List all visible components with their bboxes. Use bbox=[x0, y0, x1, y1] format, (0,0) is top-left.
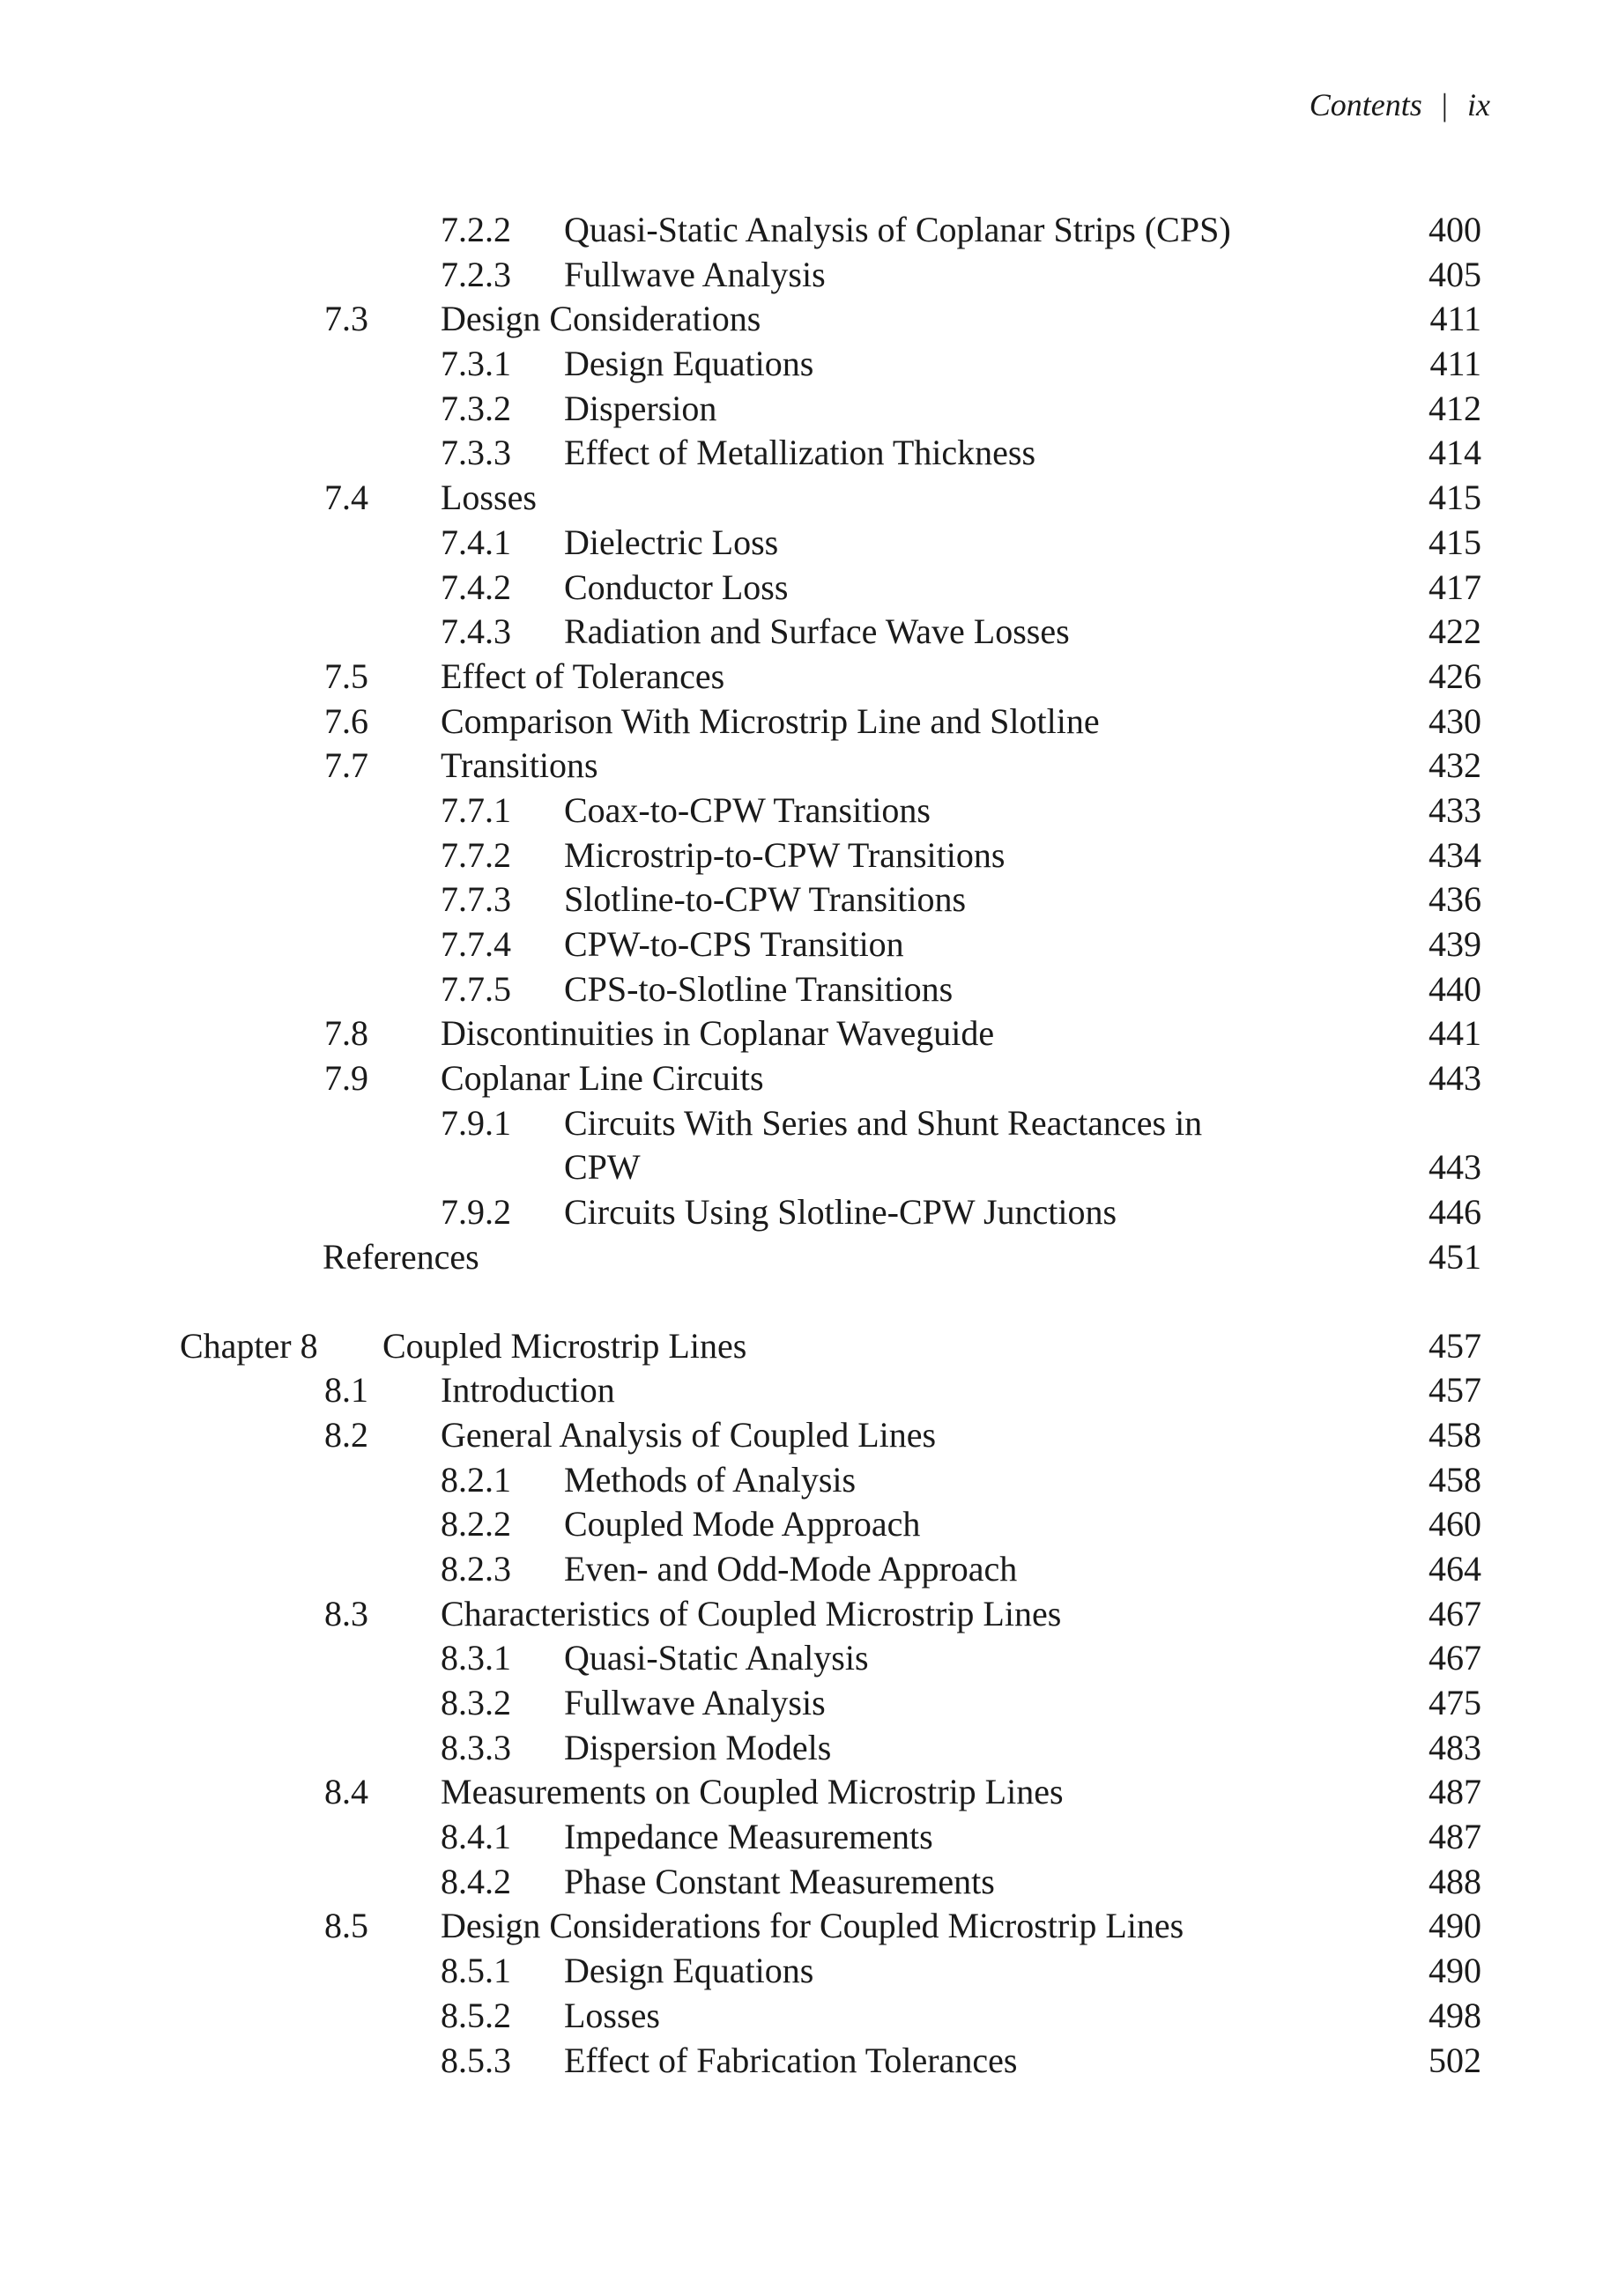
toc-entry-title: Slotline-to-CPW Transitions bbox=[564, 879, 967, 920]
toc-entry-number: 8.2.3 bbox=[441, 1548, 511, 1589]
toc-entry-number: 7.7.4 bbox=[441, 924, 511, 964]
toc-entry-page: 443 bbox=[1429, 1058, 1481, 1099]
table-of-contents bbox=[0, 208, 1603, 2083]
toc-entry-title: CPW bbox=[564, 1147, 641, 1188]
toc-entry-title: Introduction bbox=[441, 1370, 615, 1411]
header-separator: | bbox=[1441, 87, 1449, 122]
toc-entry bbox=[0, 700, 1603, 744]
toc-entry-page: 457 bbox=[1429, 1370, 1481, 1411]
toc-entry-number: Chapter 8 bbox=[180, 1325, 318, 1366]
toc-entry bbox=[0, 878, 1603, 922]
toc-entry-page: 464 bbox=[1429, 1548, 1481, 1589]
toc-entry-title: Dispersion bbox=[564, 388, 717, 428]
toc-entry-page: 487 bbox=[1429, 1772, 1481, 1812]
toc-entry-page: 417 bbox=[1429, 567, 1481, 607]
toc-entry-number: 7.6 bbox=[324, 700, 368, 741]
toc-entry bbox=[0, 253, 1603, 298]
toc-entry-page: 451 bbox=[1429, 1236, 1481, 1277]
toc-entry-title: Coax-to-CPW Transitions bbox=[564, 789, 931, 830]
toc-entry-page: 443 bbox=[1429, 1147, 1481, 1188]
toc-entry-page: 467 bbox=[1429, 1638, 1481, 1678]
toc-entry-page: 426 bbox=[1429, 655, 1481, 696]
toc-entry-title: Even- and Odd-Mode Approach bbox=[564, 1548, 1018, 1589]
toc-entry bbox=[0, 1190, 1603, 1235]
toc-entry-title: Design Equations bbox=[564, 344, 814, 384]
toc-entry bbox=[0, 1458, 1603, 1503]
toc-entry-title: Coupled Mode Approach bbox=[564, 1504, 921, 1544]
toc-entry-page: 430 bbox=[1429, 700, 1481, 741]
toc-entry bbox=[0, 208, 1603, 253]
toc-entry bbox=[0, 1726, 1603, 1771]
toc-entry-page: 446 bbox=[1429, 1192, 1481, 1233]
toc-entry-title: Discontinuities in Coplanar Waveguide bbox=[441, 1013, 995, 1054]
toc-entry-title: Methods of Analysis bbox=[564, 1459, 857, 1500]
toc-entry bbox=[0, 2039, 1603, 2084]
toc-entry bbox=[0, 1413, 1603, 1458]
toc-entry-title: Effect of Fabrication Tolerances bbox=[564, 2040, 1018, 2080]
toc-entry-title: Design Equations bbox=[564, 1951, 814, 1991]
toc-entry-number: 7.4.1 bbox=[441, 522, 511, 562]
toc-references-entry bbox=[0, 1235, 1603, 1280]
toc-entry bbox=[0, 1056, 1603, 1101]
toc-entry-page: 441 bbox=[1429, 1013, 1481, 1054]
toc-entry-title: Transitions bbox=[441, 745, 598, 786]
toc-entry bbox=[0, 342, 1603, 387]
toc-entry-title: Quasi-Static Analysis of Coplanar Strips (CPS) bbox=[564, 210, 1231, 249]
toc-entry-title: Fullwave Analysis bbox=[564, 1683, 826, 1722]
toc-entry-number: 7.2.3 bbox=[441, 254, 511, 294]
toc-entry bbox=[0, 610, 1603, 655]
toc-entry bbox=[0, 431, 1603, 476]
toc-entry-number: 8.3.3 bbox=[441, 1727, 511, 1767]
toc-entry-page: 414 bbox=[1429, 433, 1481, 473]
toc-entry-title: General Analysis of Coupled Lines bbox=[441, 1414, 937, 1455]
toc-entry-page: 432 bbox=[1429, 745, 1481, 786]
toc-entry-number: 7.7 bbox=[324, 745, 368, 786]
toc-entry-title: Dielectric Loss bbox=[564, 522, 779, 562]
toc-entry-title: Effect of Tolerances bbox=[441, 655, 725, 696]
toc-entry-title: Losses bbox=[564, 1995, 660, 2035]
toc-entry-number: 7.2.2 bbox=[441, 210, 511, 249]
toc-entry-number: 8.2.1 bbox=[441, 1459, 511, 1500]
toc-entry-title: Conductor Loss bbox=[564, 567, 789, 607]
toc-entry bbox=[0, 967, 1603, 1012]
toc-entry bbox=[0, 1547, 1603, 1592]
toc-entry bbox=[0, 476, 1603, 521]
toc-entry-number: 7.5 bbox=[324, 655, 368, 696]
toc-entry-title: Design Considerations bbox=[441, 299, 761, 339]
toc-entry-page: 490 bbox=[1429, 1951, 1481, 1991]
toc-entry-page: 487 bbox=[1429, 1817, 1481, 1857]
toc-entry-title: Phase Constant Measurements bbox=[564, 1861, 995, 1901]
toc-entry bbox=[0, 789, 1603, 833]
toc-entry bbox=[0, 1770, 1603, 1815]
toc-entry bbox=[0, 1860, 1603, 1905]
toc-entry-title: CPS-to-Slotline Transitions bbox=[564, 968, 954, 1009]
toc-entry-title: Circuits With Series and Shunt Reactances in bbox=[564, 1102, 1203, 1143]
toc-entry-title: Circuits Using Slotline-CPW Junctions bbox=[564, 1192, 1117, 1233]
toc-entry-page: 502 bbox=[1429, 2040, 1481, 2080]
toc-entry-number: 8.5.3 bbox=[441, 2040, 511, 2080]
toc-entry-page: 439 bbox=[1429, 924, 1481, 964]
toc-entry-page: 415 bbox=[1429, 478, 1481, 518]
header-label: Contents bbox=[1309, 87, 1422, 122]
toc-entry-number: 7.9 bbox=[324, 1058, 368, 1099]
toc-entry-number: 7.7.5 bbox=[441, 968, 511, 1009]
toc-entry-number: 7.7.2 bbox=[441, 834, 511, 875]
toc-entry-number: 7.4.3 bbox=[441, 611, 511, 652]
toc-entry bbox=[0, 655, 1603, 700]
toc-entry bbox=[0, 521, 1603, 566]
toc-entry-title: Dispersion Models bbox=[564, 1727, 832, 1767]
toc-entry bbox=[0, 1101, 1603, 1146]
toc-entry-number: 8.5.1 bbox=[441, 1951, 511, 1991]
toc-entry-page: 436 bbox=[1429, 879, 1481, 920]
toc-entry-title: Effect of Metallization Thickness bbox=[564, 433, 1036, 473]
toc-entry-title: References bbox=[323, 1236, 479, 1277]
toc-entry-number: 7.9.2 bbox=[441, 1192, 511, 1233]
toc-entry bbox=[0, 566, 1603, 611]
toc-entry-page: 460 bbox=[1429, 1504, 1481, 1544]
toc-entry-page: 458 bbox=[1429, 1459, 1481, 1500]
toc-entry bbox=[0, 1502, 1603, 1547]
toc-entry-number: 7.4.2 bbox=[441, 567, 511, 607]
toc-entry-title: Characteristics of Coupled Microstrip Lines bbox=[441, 1593, 1062, 1633]
toc-entry-title: Impedance Measurements bbox=[564, 1817, 933, 1857]
toc-entry-title: Quasi-Static Analysis bbox=[564, 1638, 869, 1678]
toc-entry-number: 8.5 bbox=[324, 1906, 368, 1946]
toc-entry bbox=[0, 1368, 1603, 1413]
toc-entry bbox=[0, 1011, 1603, 1056]
toc-entry-number: 8.4.1 bbox=[441, 1817, 511, 1857]
toc-entry-number: 8.1 bbox=[324, 1370, 368, 1411]
toc-entry bbox=[0, 922, 1603, 967]
toc-entry-number: 8.2 bbox=[324, 1414, 368, 1455]
toc-entry-page: 433 bbox=[1429, 789, 1481, 830]
toc-entry-title: Radiation and Surface Wave Losses bbox=[564, 611, 1070, 652]
toc-entry-number: 8.5.2 bbox=[441, 1995, 511, 2035]
toc-entry-number: 7.9.1 bbox=[441, 1102, 511, 1143]
header-page-number: ix bbox=[1467, 87, 1490, 122]
toc-entry-title: Coplanar Line Circuits bbox=[441, 1058, 764, 1099]
toc-entry-title: Comparison With Microstrip Line and Slotline bbox=[441, 700, 1100, 741]
toc-entry-number: 8.2.2 bbox=[441, 1504, 511, 1544]
toc-entry-page: 434 bbox=[1429, 834, 1481, 875]
toc-entry-page: 440 bbox=[1429, 968, 1481, 1009]
toc-entry-title: Fullwave Analysis bbox=[564, 254, 826, 294]
toc-entry-page: 458 bbox=[1429, 1414, 1481, 1455]
toc-entry-page: 467 bbox=[1429, 1593, 1481, 1633]
toc-entry bbox=[0, 387, 1603, 432]
toc-entry-number: 7.3.2 bbox=[441, 388, 511, 428]
toc-entry bbox=[0, 1949, 1603, 1994]
toc-entry-number: 8.3 bbox=[324, 1593, 368, 1633]
toc-entry-title: Design Considerations for Coupled Microstrip Lines bbox=[441, 1906, 1184, 1946]
toc-entry bbox=[0, 1145, 1603, 1190]
toc-entry-title: Measurements on Coupled Microstrip Lines bbox=[441, 1772, 1064, 1812]
toc-entry-page: 483 bbox=[1429, 1727, 1481, 1767]
toc-entry-number: 8.4 bbox=[324, 1772, 368, 1812]
toc-entry-number: 8.3.2 bbox=[441, 1683, 511, 1722]
toc-entry-page: 498 bbox=[1429, 1995, 1481, 2035]
toc-entry bbox=[0, 1994, 1603, 2039]
toc-entry-number: 7.3 bbox=[324, 299, 368, 339]
toc-entry-title: Microstrip-to-CPW Transitions bbox=[564, 834, 1006, 875]
toc-entry-number: 7.3.1 bbox=[441, 344, 511, 384]
toc-entry-page: 488 bbox=[1429, 1861, 1481, 1901]
toc-entry-page: 490 bbox=[1429, 1906, 1481, 1946]
toc-entry bbox=[0, 744, 1603, 789]
toc-entry bbox=[0, 297, 1603, 342]
toc-entry bbox=[0, 1815, 1603, 1860]
toc-entry bbox=[0, 1592, 1603, 1637]
toc-entry-number: 7.8 bbox=[324, 1013, 368, 1054]
toc-entry-title: Coupled Microstrip Lines bbox=[382, 1325, 747, 1366]
toc-entry bbox=[0, 1636, 1603, 1681]
toc-entry-page: 405 bbox=[1429, 254, 1481, 294]
toc-entry-page: 475 bbox=[1429, 1683, 1481, 1722]
toc-entry-page: 412 bbox=[1429, 388, 1481, 428]
toc-entry bbox=[0, 833, 1603, 878]
toc-entry-page: 400 bbox=[1429, 210, 1481, 249]
toc-chapter-entry bbox=[0, 1324, 1603, 1369]
toc-entry-number: 8.4.2 bbox=[441, 1861, 511, 1901]
toc-entry-title: CPW-to-CPS Transition bbox=[564, 924, 904, 964]
toc-entry-page: 411 bbox=[1429, 299, 1481, 339]
toc-entry-number: 7.4 bbox=[324, 478, 368, 518]
toc-entry-title: Losses bbox=[441, 478, 537, 518]
toc-entry-number: 7.7.3 bbox=[441, 879, 511, 920]
toc-entry bbox=[0, 1681, 1603, 1726]
toc-entry-number: 7.7.1 bbox=[441, 789, 511, 830]
toc-entry-number: 7.3.3 bbox=[441, 433, 511, 473]
toc-entry-page: 415 bbox=[1429, 522, 1481, 562]
toc-entry-page: 457 bbox=[1429, 1325, 1481, 1366]
toc-entry bbox=[0, 1904, 1603, 1949]
toc-entry-page: 411 bbox=[1429, 344, 1481, 384]
running-header bbox=[1310, 86, 1490, 123]
toc-entry-page: 422 bbox=[1429, 611, 1481, 652]
toc-entry-number: 8.3.1 bbox=[441, 1638, 511, 1678]
